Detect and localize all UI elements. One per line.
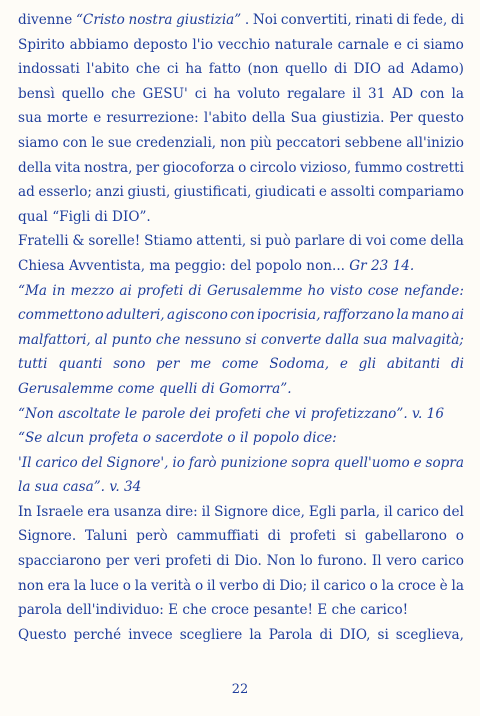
word: che [111,85,136,102]
word: Parola [268,626,313,643]
word: di [396,12,410,28]
word: indossati [18,61,80,78]
italic-word: sopra [425,454,464,471]
word: profeti [289,528,336,545]
italic-word: “Cristo [75,12,125,28]
word: perché [73,626,122,643]
word: abbiamo [69,36,129,53]
text-line [18,180,464,205]
italic-word: io [172,454,185,471]
italic-word: Gerusalemme [206,282,303,299]
page-number: 22 [231,682,249,697]
italic-word: che [155,331,181,348]
text-line [18,8,464,33]
word: DIO, [339,626,371,643]
word: divenne [18,12,73,28]
text-line [18,426,464,451]
word: dire: [165,503,198,520]
word: naturale [274,36,333,53]
word: con [62,134,88,151]
italic-word: di [188,282,202,299]
italic-word: punizione [220,454,288,471]
italic-word: giustizia” [176,12,242,28]
word: giustificati, [173,184,252,201]
italic-word: malvagità; [391,331,464,348]
italic-word: abitanti [386,356,441,373]
word: carico [396,503,439,520]
word: la [451,577,464,594]
word: le [91,134,104,151]
italic-word: e [339,356,348,373]
word: regalare [287,85,346,102]
word: per [105,553,130,570]
word: del [442,503,464,520]
word: resurrezione: [106,110,199,127]
word: il [352,85,362,102]
word: che [135,61,161,78]
italic-word: quell'uomo [333,454,410,471]
text-segment: parola dell'individuo: E che croce pesante! E che carico! [18,602,409,619]
word: il [201,503,211,520]
word: vizioso, [300,159,352,176]
italic-word: nostra [128,12,173,28]
word: la [451,85,464,102]
word: la [249,626,262,643]
italic-word: adulteri, [106,307,165,324]
text-line [18,402,464,427]
word: voi [365,233,386,250]
word: di [334,61,348,78]
word: deposto [133,36,188,53]
text-segment: qual “Figli di DIO”. [18,208,151,225]
italic-segment: “Non ascoltate le parole dei profeti che vi profetizzano”. v. 16 [18,405,444,422]
word: parlare [294,233,345,250]
word: giudicati [254,184,316,201]
text-line [18,205,464,230]
word: era [87,503,110,520]
text-line [18,328,464,353]
word: ci [166,61,179,78]
italic-word: Sodoma, [269,356,330,373]
word: Signore [214,503,269,520]
word: morte [46,110,89,127]
italic-word: visto [329,282,363,299]
word: giustizia. [321,110,385,127]
italic-word: nessuno [184,331,242,348]
italic-word: con [230,307,255,324]
word: questo [417,110,464,127]
word: . [244,12,250,28]
word: verbo [219,577,259,594]
word: convertiti, [280,12,352,28]
italic-word: e [413,454,422,471]
text-line [18,57,464,82]
text-line [18,451,464,476]
italic-word: 'Il [18,454,32,471]
italic-word: profeti [137,282,184,299]
word: veri [133,553,161,570]
word: la [134,577,148,594]
text-segment: Chiesa Avventista, ma peggio: del popolo non... [18,257,350,274]
italic-word: dalla [325,331,360,348]
word: di [216,553,230,570]
word: parla, [340,503,381,520]
word: Israele [36,503,84,520]
italic-word: cose [367,282,399,299]
word: vero [386,553,417,570]
word: di [450,12,464,28]
italic-word: la [396,307,409,324]
italic-segment: Gr 23 14. [349,257,415,274]
text-line [18,106,464,131]
italic-word: converte [260,331,322,348]
italic-word: mezzo [70,282,115,299]
italic-word: sono [113,356,146,373]
text-line [18,303,464,328]
word: usanza [113,503,162,520]
italic-word: ho [307,282,325,299]
italic-segment: la sua casa”. v. 34 [18,479,142,496]
word: profeti [165,553,212,570]
text-line [18,524,464,549]
italic-word: ai [451,307,464,324]
italic-word: nefande: [403,282,464,299]
word: Per [389,110,413,127]
word: Non [266,553,296,570]
word: carnale [337,36,390,53]
word: sceglieva, [395,626,464,643]
text-line [18,574,464,599]
word: il [206,577,216,594]
italic-word: gli [358,356,377,373]
word: Dio. [234,553,262,570]
italic-word: tutti [18,356,48,373]
word: ha [185,61,203,78]
word: Dio; [279,577,308,594]
word: ad [18,184,35,201]
word: scegliere [179,626,243,643]
word: vecchio [217,36,271,53]
word: Questo [18,626,67,643]
word: si [377,626,389,643]
italic-word: sopra [291,454,330,471]
word: fatto [208,61,241,78]
word: anzi [95,184,124,201]
word: siamo [18,134,59,151]
italic-word: rafforzano [322,307,395,324]
body-text [18,8,464,647]
word: siamo [423,36,464,53]
word: ci [406,36,419,53]
italic-word: punto [111,331,152,348]
italic-word: si [245,331,257,348]
word: e [93,110,102,127]
word: però [136,528,168,545]
word: & [72,233,85,250]
word: come [389,233,427,250]
italic-word: ipocrisia, [257,307,321,324]
word: croce [397,577,436,594]
word: fummo [354,159,403,176]
word: quello [285,61,328,78]
word: sorelle! [88,233,141,250]
word: lo [300,553,313,570]
italic-word: agiscono [166,307,228,324]
word: della [18,159,52,176]
word: sebbene [344,134,403,151]
word: la [381,577,395,594]
word: la [73,577,87,594]
word: compariamo [378,184,464,201]
word: l'abito [203,110,247,127]
word: assolti [330,184,375,201]
word: Taluni [85,528,128,545]
word: più [250,134,272,151]
word: Il [371,553,382,570]
word: peccatori [276,134,341,151]
word: credenziali, [135,134,217,151]
word: e [393,36,402,53]
italic-word: farò [188,454,217,471]
italic-word: malfattori, [18,331,91,348]
text-line [18,131,464,156]
text-line [18,82,464,107]
word: può [265,233,291,250]
word: spacciarono [18,553,102,570]
word: invece [128,626,173,643]
word: e [318,184,327,201]
word: Fratelli [18,233,69,250]
word: GESU' [142,85,188,102]
text-line [18,549,464,574]
text-line [18,229,464,254]
italic-word: ai [119,282,132,299]
text-line [18,156,464,181]
word: o [455,528,464,545]
word: Adamo) [410,61,464,78]
word: vita [55,159,81,176]
italic-word: sua [363,331,388,348]
word: fede, [413,12,448,28]
italic-word: per [156,356,180,373]
word: bensì [18,85,55,102]
word: In [18,503,33,520]
word: Stiamo [144,233,193,250]
text-line [18,254,464,279]
word: ci [194,85,207,102]
text-line [18,377,464,402]
italic-segment: “Se alcun profeta o sacerdote o il popolo dice: [18,430,337,447]
text-line [18,279,464,304]
word: carico [421,553,464,570]
italic-word: commettono [18,307,104,324]
word: Spirito [18,36,65,53]
word: il [383,503,393,520]
italic-word: mano [411,307,450,324]
word: nostra, [84,159,133,176]
word: l'abito [86,61,130,78]
word: Signore. [18,528,77,545]
word: di [319,626,333,643]
word: non [18,577,44,594]
word: per [135,159,160,176]
italic-word: di [450,356,464,373]
word: verità [151,577,192,594]
word: o [122,577,131,594]
word: di [267,528,281,545]
word: (non [247,61,279,78]
word: o [238,159,247,176]
word: della [251,110,286,127]
word: Noi [252,12,278,28]
word: Sua [290,110,317,127]
word: voluto [237,85,281,102]
word: circolo [249,159,297,176]
text-line [18,500,464,525]
word: rinati [355,12,393,28]
word: giocoforza [162,159,235,176]
word: gabellarono [364,528,447,545]
italic-word: quanti [58,356,103,373]
word: DIO [353,61,382,78]
word: costretti [405,159,464,176]
word: si [250,233,262,250]
word: dice, [271,503,305,520]
word: l'io [192,36,214,53]
word: non [220,134,246,151]
word: attenti, [196,233,247,250]
word: 31 [368,85,386,102]
word: della [430,233,464,250]
word: carico [323,577,366,594]
text-line [18,598,464,623]
word: sue [107,134,132,151]
word: quello [61,85,105,102]
word: AD [392,85,414,102]
word: di [262,577,276,594]
word: è [439,577,448,594]
word: cammuffiati [176,528,259,545]
word: all'inizio [406,134,464,151]
word: di [348,233,362,250]
word: il [311,577,320,594]
word: furono. [317,553,368,570]
word: con [419,85,445,102]
italic-segment: Gerusalemme come quelli di Gomorra”. [18,380,292,397]
italic-word: del [81,454,103,471]
word: esserlo; [38,184,92,201]
text-line [18,475,464,500]
italic-word: carico [35,454,78,471]
italic-word: al [95,331,108,348]
word: sua [18,110,42,127]
italic-word: come [221,356,259,373]
word: ha [213,85,231,102]
text-line [18,33,464,58]
word: era [47,577,71,594]
word: ad [387,61,405,78]
italic-word: Signore', [106,454,169,471]
word: o [194,577,204,594]
word: Egli [308,503,337,520]
word: giusti, [127,184,171,201]
italic-word: in [52,282,66,299]
text-line [18,352,464,377]
text-line [18,623,464,648]
word: o [369,577,378,594]
italic-word: me [190,356,212,373]
word: luce [90,577,119,594]
word: si [344,528,357,545]
italic-word: “Ma [18,282,47,299]
